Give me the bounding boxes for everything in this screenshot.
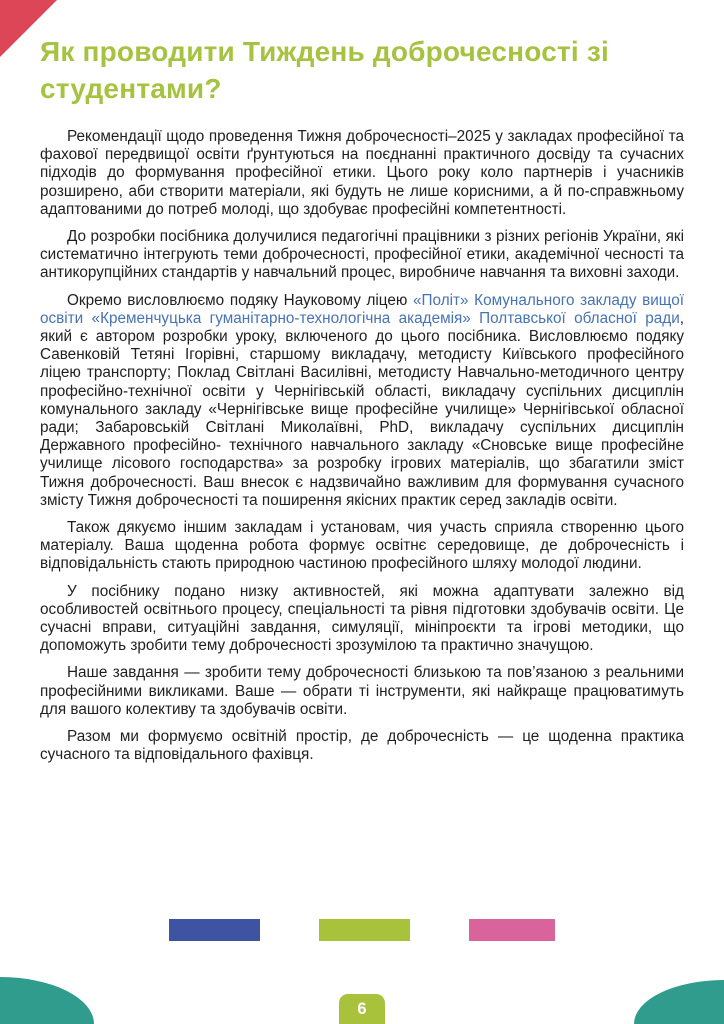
page-title: Як проводити Тиждень доброчесності зі студентами? (40, 36, 609, 104)
text-run: Рекомендації щодо проведення Тижня доброчесності–2025 у закладах професійної та фахової передвищої освіти ґрунтуються на поєднанні практичного досвіду та сучасних підходів до формування професійної етики. Цього року коло партнерів і учасників розширено, аби створити матеріали, які будуть не лише корисними, а й по-справжньому адаптованими до потреб молоді, що здобуває професійні компетентності. (40, 128, 684, 218)
paragraph-7 (40, 728, 684, 764)
paragraph-6 (40, 664, 684, 719)
text-run: Наше завдання — зробити тему доброчесності близькою та пов’язаною з реальними професійними викликами. Ваше — обрати ті інструменти, які найкраще працюватимуть для вашого колективу та здобувачів освіти. (40, 664, 684, 718)
text-run: Окремо висловлюємо подяку Науковому ліцею (67, 291, 414, 309)
paragraph-4 (40, 519, 684, 574)
text-run: До розробки посібника долучилися педагогічні працівники з різних регіонів України, які систематично інтегрують теми доброчесності, професійної етики, академічної чесності та антикорупційних стандартів у навчальний процес, виробниче навчання та виховні заходи. (40, 228, 684, 282)
text-run: , який є автором розробки уроку, включеного до цього посібника. Висловлюємо подяку Савенковій Тетяні Ігорівні, старшому викладачу, методисту Київського професійного ліцею транспорту; Поклад Світлані Василівні, методисту Навчально-методичного центру професійно-технічної освіти у Чернігівській області, викладачу суспільних дисциплін комунального закладу «Чернігівське вище професійне училище» Чернігівської обласної ради; Забаровській Світлані Миколаївні, PhD, викладачу суспільних дисциплін Державного професійно- технічного навчального закладу «Сновське вище професійне училище лісового господарства» за розробку ігрових матеріалів, що збагатили зміст Тижня доброчесності. Ваш внесок є надзвичайно важливим для формування сучасного змісту Тижня доброчесності та поширення якісних практик серед закладів освіти. (40, 309, 684, 509)
footer-bar-blue (169, 919, 260, 941)
footer-bars (0, 919, 724, 941)
corner-wave-right-decoration (634, 980, 724, 1024)
text-run: Разом ми формуємо освітній простір, де доброчесність — це щоденна практика сучасного та відповідального фахівця. (40, 728, 684, 764)
corner-wave-left-decoration (0, 977, 94, 1024)
page-number-tab (339, 994, 385, 1024)
footer-bar-pink (469, 919, 555, 941)
paragraph-1 (40, 128, 684, 219)
page-number: 6 (357, 999, 367, 1018)
paragraph-5 (40, 583, 684, 656)
footer-bar-lime (319, 919, 410, 941)
body-text (40, 128, 684, 774)
institution-link[interactable]: «Політ» Комунального закладу вищої освіти «Кременчуцька гуманітарно-технологічна академія» Полтавської обласної ради (40, 291, 684, 327)
paragraph-3 (40, 292, 684, 510)
paragraph-2 (40, 228, 684, 283)
text-run: Також дякуємо іншим закладам і установам, чия участь сприяла створенню цього матеріалу. Ваша щоденна робота формує освітнє середовище, де доброчесність і відповідальність стають природною частиною професійного шляху молодої людини. (40, 519, 684, 573)
text-run: У посібнику подано низку активностей, які можна адаптувати залежно від особливостей освітнього процесу, спеціальності та рівня підготовки здобувачів освіти. Це сучасні вправи, ситуаційні завдання, симуляції, мініпроєкти та ігрові методики, що допоможуть зробити тему доброчесності зрозумілою та практично значущою. (40, 582, 684, 655)
